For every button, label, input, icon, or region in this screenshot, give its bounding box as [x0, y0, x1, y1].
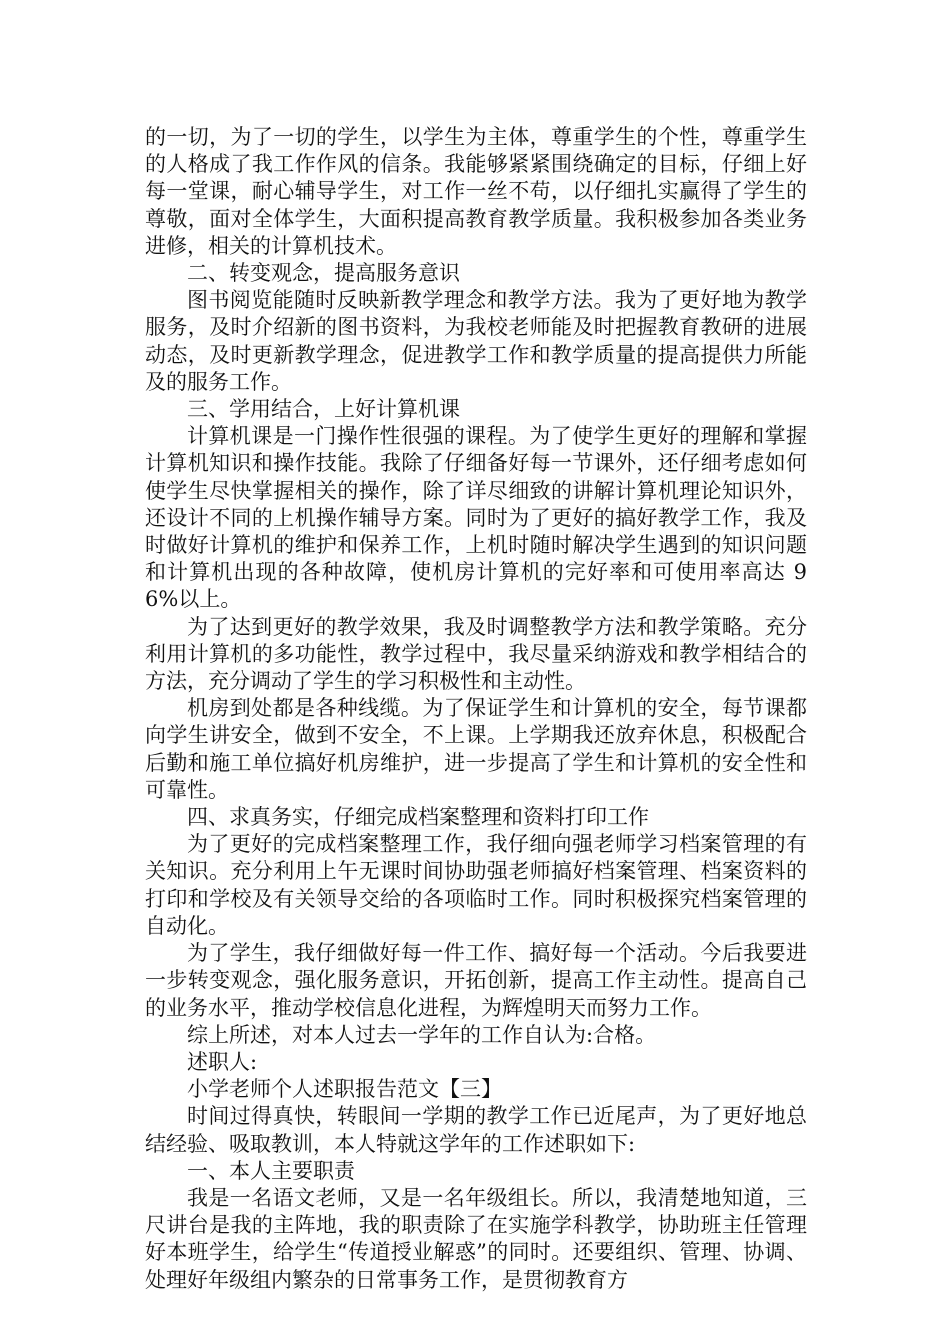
section-heading-4: 四、求真务实，仔细完成档案整理和资料打印工作	[187, 805, 649, 830]
section-heading-2: 二、转变观念，提高服务意识	[187, 261, 460, 286]
section-heading-1: 一、本人主要职责	[187, 1158, 355, 1183]
paragraph: 为了达到更好的教学效果，我及时调整教学方法和教学策略。充分利用计算机的多功能性，教学过程中，我尽量采纳游戏和教学相结合的方法，充分调动了学生的学习积极性和主动性。	[145, 614, 807, 694]
paragraph: 为了学生，我仔细做好每一件工作、搞好每一个活动。今后我要进一步转变观念，强化服务意识，开拓创新，提高工作主动性。提高自己的业务水平，推动学校信息化进程，为辉煌明天而努力工作。	[145, 941, 807, 1020]
summary-line: 综上所述，对本人过去一学年的工作自认为:合格。	[187, 1022, 657, 1047]
paragraph: 图书阅览能随时反映新教学理念和教学方法。我为了更好地为教学服务，及时介绍新的图书资料，为我校老师能及时把握教育教研的进展动态，及时更新教学理念，促进教学工作和教学质量的提高提供力所能及的服务工作。	[145, 288, 807, 394]
paragraph-continuation: 的一切，为了一切的学生，以学生为主体，尊重学生的个性，尊重学生的人格成了我工作作风的信条。我能够紧紧围绕确定的目标，仔细上好每一堂课，耐心辅导学生，对工作一丝不苟，以仔细扎实赢得了学生的尊敬，面对全体学生，大面积提高教育教学质量。我积极参加各类业务进修，相关的计算机技术。	[145, 125, 807, 258]
signature-line: 述职人:	[187, 1049, 258, 1074]
paragraph: 为了更好的完成档案整理工作，我仔细向强老师学习档案管理的有关知识。充分利用上午无课时间协助强老师搞好档案管理、档案资料的打印和学校及有关领导交给的各项临时工作。同时积极探究档案管理的自动化。	[145, 832, 807, 938]
document-page	[145, 124, 807, 1294]
paragraph: 时间过得真快，转眼间一学期的教学工作已近尾声，为了更好地总结经验、吸取教训，本人特就这学年的工作述职如下:	[145, 1104, 807, 1156]
paragraph: 我是一名语文老师，又是一名年级组长。所以，我清楚地知道，三尺讲台是我的主阵地，我的职责除了在实施学科教学，协助班主任管理好本班学生，给学生“传道授业解惑”的同时。还要组织、管理、协调、处理好年级组内繁杂的日常事务工作，是贯彻教育方	[145, 1185, 807, 1292]
paragraph: 机房到处都是各种线缆。为了保证学生和计算机的安全，每节课都向学生讲安全，做到不安全，不上课。上学期我还放弃休息，积极配合后勤和施工单位搞好机房维护，进一步提高了学生和计算机的安全性和可靠性。	[145, 696, 807, 802]
paragraph: 计算机课是一门操作性很强的课程。为了使学生更好的理解和掌握计算机知识和操作技能。我除了仔细备好每一节课外，还仔细考虑如何使学生尽快掌握相关的操作，除了详尽细致的讲解计算机理论知识外，还设计不同的上机操作辅导方案。同时为了更好的搞好教学工作，我及时做好计算机的维护和保养工作，上机时随时解决学生遇到的知识问题和计算机出现的各种故障，使机房计算机的完好率和可使用率高达 96%以上。	[145, 424, 807, 612]
section-heading-3: 三、学用结合，上好计算机课	[187, 397, 460, 422]
article-title: 小学老师个人述职报告范文【三】	[187, 1077, 502, 1102]
